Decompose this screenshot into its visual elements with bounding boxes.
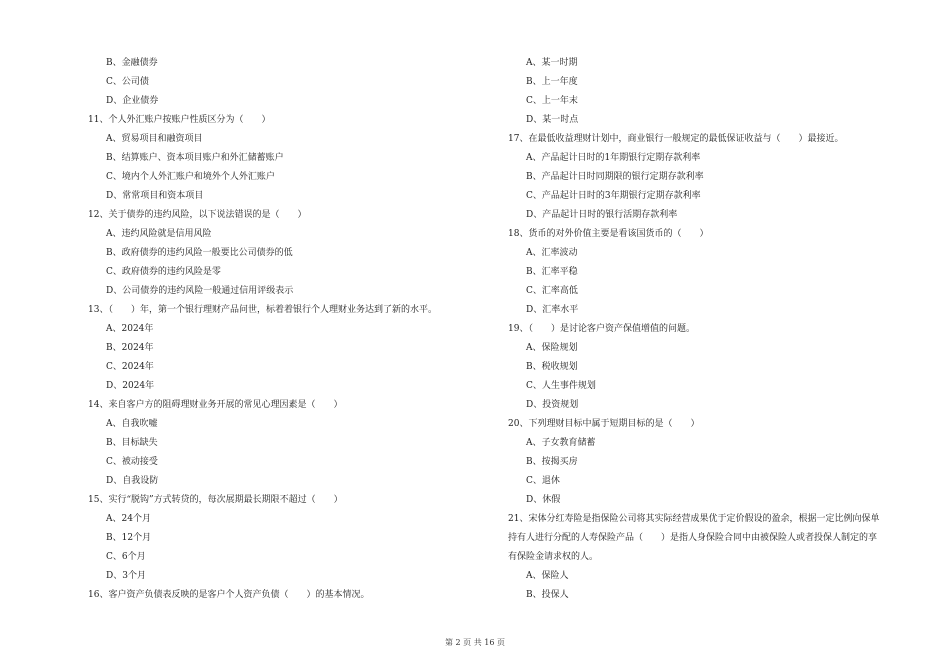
question-continuation: 持有人进行分配的人寿保险产品（ ）是指人身保险合同中由被保险人或者投保人制定的享	[508, 533, 878, 543]
question-stem: 15、实行“脱钩”方式转贷的，每次展期最长期限不超过（ ）	[88, 495, 343, 505]
answer-option: A、自我吹嘘	[106, 419, 158, 429]
page-footer: 第 2 页 共 16 页	[445, 638, 505, 647]
question-stem: 17、在最低收益理财计划中，商业银行一般规定的最低保证收益与（ ）最接近。	[508, 134, 844, 144]
answer-option: B、结算账户、资本项目账户和外汇储蓄账户	[106, 153, 284, 163]
answer-option: C、6个月	[106, 552, 146, 562]
answer-option: B、目标缺失	[106, 438, 158, 448]
answer-option: B、按揭买房	[526, 457, 578, 467]
question-stem: 12、关于债券的违约风险，以下说法错误的是（ ）	[88, 210, 307, 220]
answer-option: B、政府债券的违约风险一般要比公司债券的低	[106, 248, 293, 258]
answer-option: A、汇率波动	[526, 248, 578, 258]
answer-option: A、违约风险就是信用风险	[106, 229, 212, 239]
question-stem: 16、客户资产负债表反映的是客户个人资产负债（ ）的基本情况。	[88, 590, 370, 600]
question-stem: 21、宋体分红寿险是指保险公司将其实际经营成果优于定价假设的盈余，根据一定比例向保单	[508, 514, 880, 524]
answer-option: A、子女教育储蓄	[526, 438, 596, 448]
answer-option: C、被动接受	[106, 457, 158, 467]
question-stem: 18、货币的对外价值主要是看该国货币的（ ）	[508, 229, 709, 239]
answer-option: B、上一年度	[526, 77, 578, 87]
question-stem: 20、下列理财目标中属于短期目标的是（ ）	[508, 419, 700, 429]
answer-option: C、政府债券的违约风险是零	[106, 267, 221, 277]
left-column	[88, 57, 468, 608]
answer-option: B、金融债券	[106, 58, 158, 68]
answer-option: D、产品起计日时的银行活期存款利率	[526, 210, 678, 220]
answer-option: C、上一年末	[526, 96, 578, 106]
answer-option: B、投保人	[526, 590, 569, 600]
answer-option: D、2024年	[106, 381, 155, 391]
answer-option: A、保险人	[526, 571, 569, 581]
answer-option: D、自我设防	[106, 476, 159, 486]
answer-option: D、某一时点	[526, 115, 579, 125]
answer-option: C、退休	[526, 476, 560, 486]
answer-option: D、休假	[526, 495, 561, 505]
answer-option: C、人生事件规划	[526, 381, 596, 391]
answer-option: C、汇率高低	[526, 286, 578, 296]
answer-option: C、产品起计日时的3年期银行定期存款利率	[526, 191, 701, 201]
answer-option: A、产品起计日时的1年期银行定期存款利率	[526, 153, 701, 163]
answer-option: A、2024年	[106, 324, 154, 334]
right-column	[508, 57, 908, 608]
answer-option: D、投资规划	[526, 400, 579, 410]
answer-option: B、产品起计日时同期限的银行定期存款利率	[526, 172, 704, 182]
question-stem: 14、来自客户方的阻碍理财业务开展的常见心理因素是（ ）	[88, 400, 343, 410]
answer-option: C、公司债	[106, 77, 149, 87]
answer-option: A、贸易项目和融资项目	[106, 134, 203, 144]
answer-option: C、境内个人外汇账户和境外个人外汇账户	[106, 172, 275, 182]
question-stem: 19、（ ）是讨论客户资产保值增值的问题。	[508, 324, 695, 334]
question-continuation: 有保险金请求权的人。	[508, 552, 599, 562]
answer-option: A、某一时期	[526, 58, 578, 68]
answer-option: C、2024年	[106, 362, 154, 372]
answer-option: B、汇率平稳	[526, 267, 578, 277]
answer-option: B、税收规划	[526, 362, 578, 372]
answer-option: D、汇率水平	[526, 305, 579, 315]
question-stem: 11、个人外汇账户按账户性质区分为（ ）	[88, 115, 271, 125]
answer-option: D、公司债券的违约风险一般通过信用评级表示	[106, 286, 294, 296]
answer-option: D、3个月	[106, 571, 146, 581]
answer-option: A、24个月	[106, 514, 151, 524]
answer-option: D、企业债券	[106, 96, 159, 106]
answer-option: B、12个月	[106, 533, 152, 543]
answer-option: B、2024年	[106, 343, 154, 353]
answer-option: D、常常项目和资本项目	[106, 191, 204, 201]
answer-option: A、保险规划	[526, 343, 578, 353]
question-stem: 13、（ ）年，第一个银行理财产品问世，标着着银行个人理财业务达到了新的水平。	[88, 305, 437, 315]
